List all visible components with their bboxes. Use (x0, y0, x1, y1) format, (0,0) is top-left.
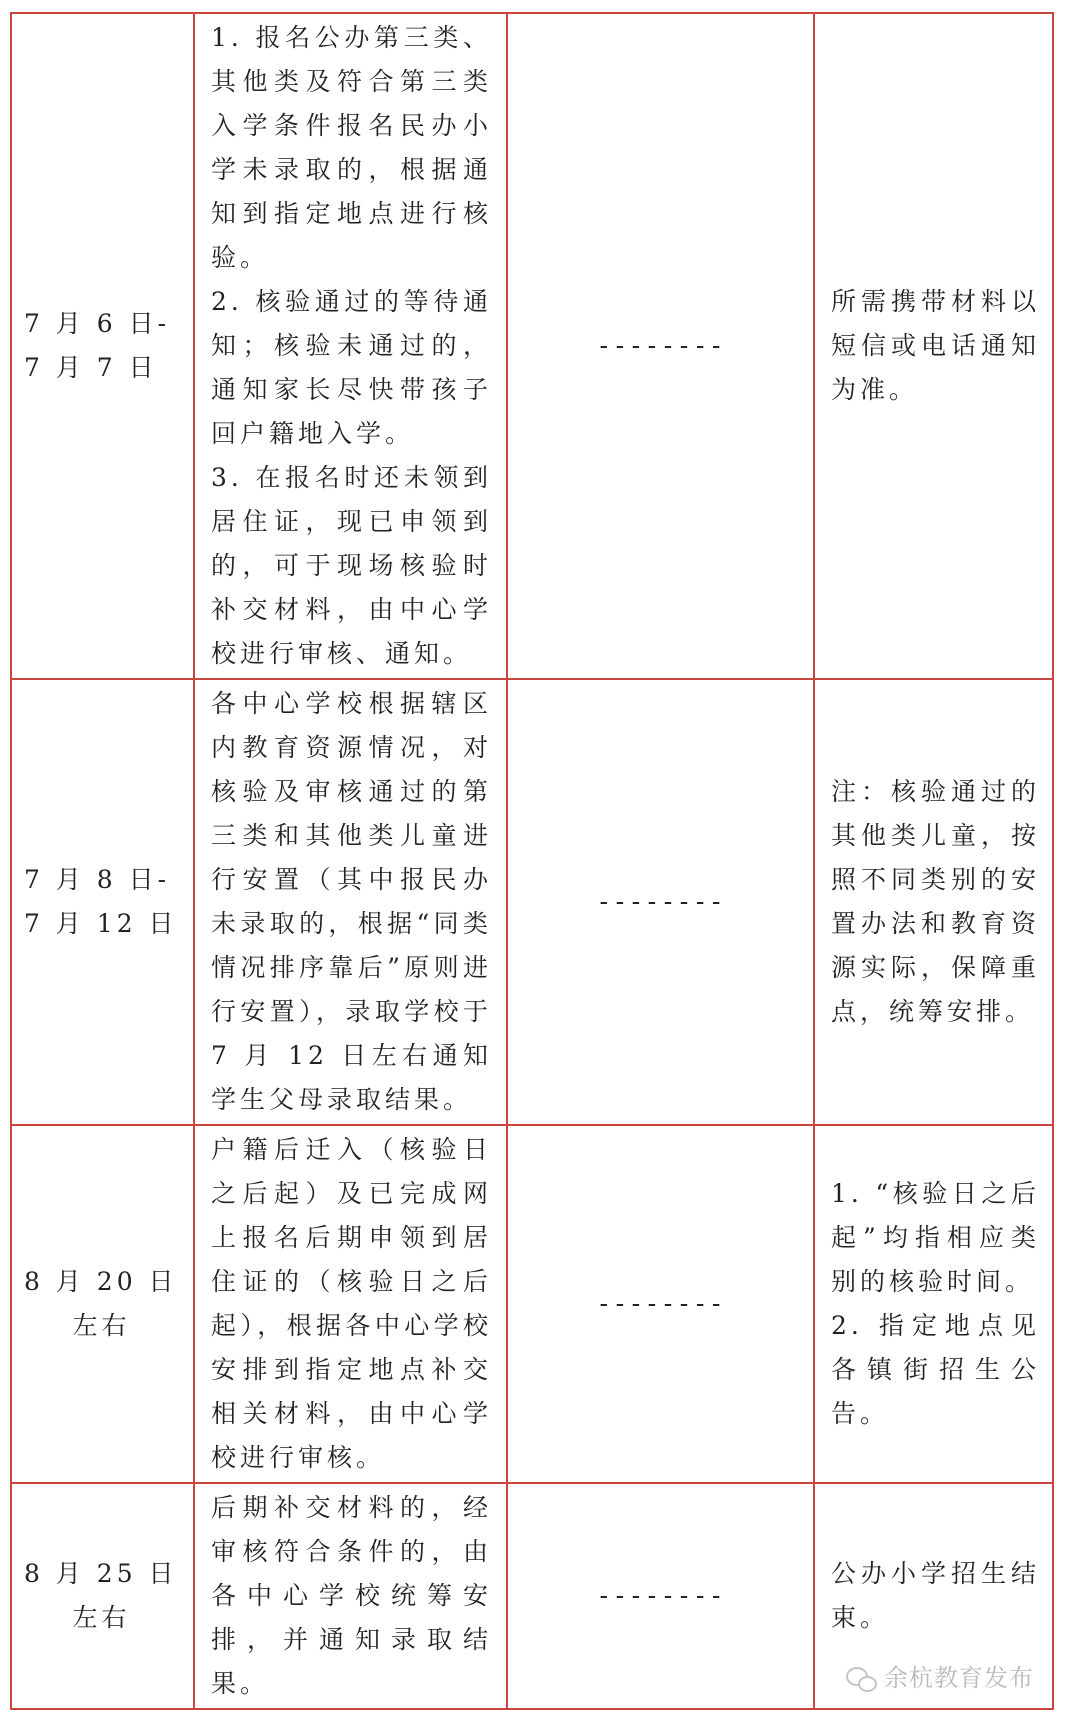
schedule-table (10, 12, 1054, 1710)
date-cell (11, 679, 194, 1125)
table-row (11, 1483, 1053, 1709)
empty-placeholder: -------- (507, 679, 814, 1125)
note-cell (814, 679, 1053, 1125)
note-cell (814, 13, 1053, 679)
date-cell (11, 1483, 194, 1709)
note-cell (814, 1125, 1053, 1483)
table-row (11, 13, 1053, 679)
empty-placeholder: -------- (507, 1483, 814, 1709)
wechat-icon (846, 1665, 876, 1691)
note-paragraph: 所需携带材料以短信或电话通知为准。 (831, 287, 1040, 404)
note-paragraph: 1. “核验日之后起”均指相应类别的核验时间。 (831, 1179, 1040, 1296)
date-line: 7 月 8 日- (24, 865, 171, 894)
content-cell (194, 1483, 507, 1709)
content-paragraph: 户籍后迁入（核验日之后起）及已完成网上报名后期申领到居住证的（核验日之后起），根据各中心学校安排到指定地点补交相关材料，由中心学校进行审核。 (211, 1135, 492, 1472)
note-paragraph: 公办小学招生结束。 (831, 1559, 1040, 1632)
content-paragraph: 2. 核验通过的等待通知；核验未通过的，通知家长尽快带孩子回户籍地入学。 (211, 287, 492, 448)
content-cell (194, 679, 507, 1125)
content-paragraph: 3. 在报名时还未领到居住证，现已申领到的，可于现场核验时补交材料，由中心学校进行审核、通知。 (211, 463, 492, 668)
content-paragraph: 各中心学校根据辖区内教育资源情况，对核验及审核通过的第三类和其他类儿童进行安置（其中报民办未录取的，根据“同类情况排序靠后”原则进行安置），录取学校于 7 月 12 日左右通知学生父母录取结果。 (211, 689, 492, 1114)
content-cell (194, 13, 507, 679)
date-line: 8 月 20 日 (24, 1267, 178, 1296)
empty-placeholder: -------- (507, 1125, 814, 1483)
date-line: 7 月 6 日- (24, 309, 171, 338)
watermark (846, 1656, 1034, 1700)
date-line: 左右 (72, 1603, 131, 1632)
date-cell (11, 13, 194, 679)
watermark-text: 余杭教育发布 (884, 1664, 1034, 1692)
content-paragraph: 后期补交材料的，经审核符合条件的，由各中心学校统筹安排，并通知录取结果。 (211, 1493, 492, 1698)
content-paragraph: 1. 报名公办第三类、其他类及符合第三类入学条件报名民办小学未录取的，根据通知到指定地点进行核验。 (211, 23, 492, 272)
date-line: 左右 (72, 1311, 131, 1340)
date-line: 8 月 25 日 (24, 1559, 178, 1588)
date-cell (11, 1125, 194, 1483)
table-row (11, 1125, 1053, 1483)
note-paragraph: 注：核验通过的其他类儿童，按照不同类别的安置办法和教育资源实际，保障重点，统筹安排。 (831, 777, 1040, 1026)
note-cell (814, 1483, 1053, 1709)
table-row (11, 679, 1053, 1125)
schedule-sheet (10, 12, 1052, 1698)
content-cell (194, 1125, 507, 1483)
date-line: 7 月 7 日 (24, 353, 158, 382)
note-paragraph: 2. 指定地点见各镇街招生公告。 (831, 1311, 1040, 1428)
date-line: 7 月 12 日 (24, 909, 178, 938)
empty-placeholder: -------- (507, 13, 814, 679)
